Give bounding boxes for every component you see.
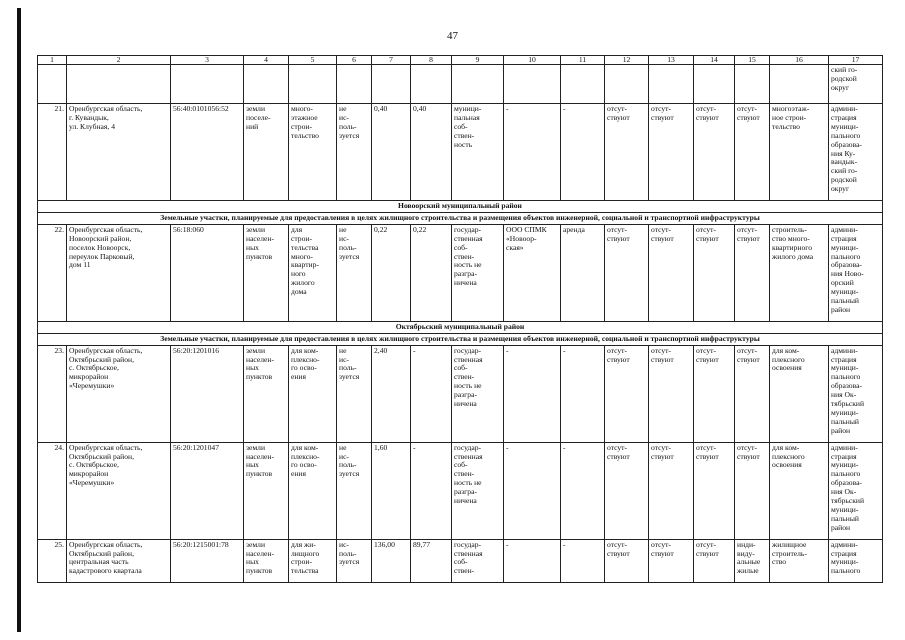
- row-number-text: 25.: [54, 539, 64, 549]
- cell-land-category: [244, 224, 289, 321]
- section-title-novoorsky: Новоорский муниципальный район: [38, 201, 883, 213]
- cell-row-number: [38, 442, 67, 539]
- column-number-2: 2: [67, 56, 171, 65]
- cell-restrictions-c: [694, 539, 735, 582]
- table-row: [38, 224, 883, 321]
- responsible-authority-text: админи- страция муници- пального образова- ния Ок- тябрьский муници- пальный район: [831, 442, 865, 532]
- right-holder-text: -: [506, 442, 509, 452]
- cell-restrictions-a: [605, 345, 649, 442]
- cell-cadastral-number: [171, 539, 244, 582]
- column-number-9: 9: [452, 56, 504, 65]
- area-total-text: 136,00: [374, 539, 395, 549]
- restrictions-c-text: отсут- ствуют: [696, 224, 719, 243]
- ownership-form-text: государ- ственная соб- ствен- ность не разгра- ничена: [454, 345, 483, 409]
- restrictions-a-text: отсут- ствуют: [607, 104, 630, 122]
- restrictions-b-text: отсут- ствуют: [651, 224, 674, 243]
- area-free-text: -: [413, 345, 416, 355]
- planned-use-text: для ком- плексного освоения: [772, 345, 805, 373]
- cell-cadastral-number: [171, 345, 244, 442]
- section-title-oktyabrsky: Октябрьский муниципальный район: [38, 321, 883, 333]
- cell-land-category: [244, 345, 289, 442]
- right-type-text: -: [563, 345, 566, 355]
- cell-restrictions-c: [694, 224, 735, 321]
- cell-usage-status: [337, 104, 372, 201]
- address-text: Оренбургская область, Октябрьский район, с. Октябрьское, микрорайон «Черемушки»: [69, 442, 143, 488]
- row-number-text: 22.: [54, 224, 64, 234]
- cell-ownership-form: [452, 442, 504, 539]
- cell-right-type: [561, 442, 605, 539]
- cell-area-total: [372, 104, 411, 201]
- column-number-16: 16: [770, 56, 829, 65]
- usage-status-text: ис- поль- зуется: [339, 539, 360, 567]
- cell-planned-use: [770, 442, 829, 539]
- cell-usage-status: [337, 539, 372, 582]
- cell-planned-use: [770, 104, 829, 201]
- table-row-continuation: [38, 65, 883, 104]
- address-text: Оренбургская область, Октябрьский район, центральная часть кадастрового квартала: [69, 539, 143, 576]
- responsible-authority-text: админи- страция муници- пального: [831, 539, 861, 576]
- buildings-text: отсут- ствуют: [737, 224, 760, 243]
- buildings-text: инди- виду- альные жилые: [737, 539, 761, 576]
- cell-restrictions-c: [694, 345, 735, 442]
- permitted-use-text: много- этажное строи- тельство: [291, 104, 319, 140]
- column-number-row: [38, 56, 883, 65]
- cell-buildings: [735, 539, 770, 582]
- table-row: [38, 104, 883, 201]
- cell-planned-use: [770, 345, 829, 442]
- cell-right-holder: [504, 345, 561, 442]
- cadastral-number-text: 56:18:060: [173, 224, 204, 234]
- usage-status-text: не ис- поль- зуется: [339, 442, 360, 479]
- row-number-text: 21.: [54, 104, 64, 113]
- table-row: [38, 539, 883, 582]
- cell-planned-use: [770, 224, 829, 321]
- subsection-row: [38, 333, 883, 345]
- cell-address: [67, 442, 171, 539]
- cell-buildings: [735, 345, 770, 442]
- cell-right-type: [561, 104, 605, 201]
- cell-usage-status: [337, 345, 372, 442]
- right-holder-text: ООО СПМК «Новоор- ская»: [506, 224, 547, 252]
- right-holder-text: -: [506, 104, 509, 113]
- planned-use-text: многоэтаж- ное строи- тельство: [772, 104, 810, 131]
- section-row: [38, 201, 883, 213]
- cell-address: [67, 224, 171, 321]
- cell-ownership-form: [452, 345, 504, 442]
- buildings-text: отсут- ствуют: [737, 442, 760, 461]
- cell-right-holder: [504, 539, 561, 582]
- cell-permitted-use: [289, 539, 337, 582]
- restrictions-c-text: отсут- ствуют: [696, 442, 719, 461]
- ownership-form-text: государ- ственная соб- ствен-: [454, 539, 483, 576]
- usage-status-text: не ис- поль- зуется: [339, 104, 360, 140]
- land-category-text: земли населен- ных пунктов: [246, 539, 275, 576]
- cell-restrictions-b: [649, 442, 694, 539]
- table-row: [38, 442, 883, 539]
- area-free-text: 0,40: [413, 104, 427, 113]
- ownership-form-text: государ- ственная соб- ствен- ность не разгра- ничена: [454, 442, 483, 506]
- cell-permitted-use: [289, 442, 337, 539]
- cell-address: [67, 345, 171, 442]
- restrictions-a-text: отсут- ствуют: [607, 224, 630, 243]
- column-number-6: 6: [337, 56, 372, 65]
- row-number-text: 24.: [54, 442, 64, 452]
- cell-right-type: [561, 224, 605, 321]
- land-plots-table: [37, 55, 883, 583]
- area-total-text: 1,60: [374, 442, 388, 452]
- responsible-authority-text: админи- страция муници- пального образова- ния Ново- орский муници- пальный район: [831, 224, 864, 314]
- cell-permitted-use: [289, 345, 337, 442]
- area-free-text: -: [413, 442, 416, 452]
- area-total-text: 0,22: [374, 224, 388, 234]
- column-number-10: 10: [504, 56, 561, 65]
- responsible-authority-text: админи- страция муници- пального образова- ния Ку- вандык- ский го- родской округ: [831, 104, 862, 194]
- buildings-text: отсут- ствуют: [737, 345, 760, 364]
- cell-restrictions-b: [649, 539, 694, 582]
- column-number-13: 13: [649, 56, 694, 65]
- restrictions-c-text: отсут- ствуют: [696, 345, 719, 364]
- restrictions-a-text: отсут- ствуют: [607, 539, 630, 558]
- land-category-text: земли населен- ных пунктов: [246, 442, 275, 479]
- cell-area-free: [411, 442, 452, 539]
- right-holder-text: -: [506, 539, 509, 549]
- cell-right-holder: [504, 224, 561, 321]
- cell-right-type: [561, 345, 605, 442]
- area-total-text: 0,40: [374, 104, 388, 113]
- cell-row-number: [38, 104, 67, 201]
- restrictions-a-text: отсут- ствуют: [607, 442, 630, 461]
- cell-row-number: [38, 539, 67, 582]
- table-body: [38, 56, 883, 583]
- cell-buildings: [735, 442, 770, 539]
- area-free-text: 89,77: [413, 539, 431, 549]
- cell-planned-use: [770, 539, 829, 582]
- cell-right-holder: [504, 442, 561, 539]
- column-number-1: 1: [38, 56, 67, 65]
- cell-land-category: [244, 442, 289, 539]
- permitted-use-text: для жи- лищного строи- тельства: [291, 539, 320, 576]
- right-type-text: -: [563, 539, 566, 549]
- cell-restrictions-a: [605, 539, 649, 582]
- cell-area-free: [411, 539, 452, 582]
- cell-permitted-use: [289, 224, 337, 321]
- cell-cadastral-number: [171, 442, 244, 539]
- permitted-use-text: для ком- плексно- го осво- ения: [291, 442, 320, 479]
- subsection-row: [38, 212, 883, 224]
- restrictions-b-text: отсут- ствуют: [651, 104, 674, 122]
- cadastral-number-text: 56:20:1201047: [173, 442, 219, 452]
- cell-usage-status: [337, 442, 372, 539]
- cell-right-type: [561, 539, 605, 582]
- planned-use-text: жилищное строитель- ство: [772, 539, 807, 567]
- restrictions-b-text: отсут- ствуют: [651, 539, 674, 558]
- column-number-8: 8: [411, 56, 452, 65]
- cadastral-number-text: 56:40:0101056:52: [173, 104, 229, 113]
- land-category-text: земли поселе- ний: [246, 104, 271, 131]
- cell-restrictions-c: [694, 442, 735, 539]
- column-number-7: 7: [372, 56, 411, 65]
- right-type-text: аренда: [563, 224, 585, 234]
- permitted-use-text: для строи- тельства много- квартир- ного жилого дома: [291, 224, 319, 297]
- cell-ownership-form: [452, 104, 504, 201]
- subsection-title: Земельные участки, планируемые для предоставления в целях жилищного строительства и размещения объектов инженерной, социальной и транспортной инфраструктуры: [38, 212, 883, 224]
- address-text: Оренбургская область, г. Кувандык, ул. Клубная, 4: [69, 104, 143, 131]
- buildings-text: отсут- ствуют: [737, 104, 760, 122]
- address-text: Оренбургская область, Октябрьский район, с. Октябрьское, микрорайон «Черемушки»: [69, 345, 143, 391]
- restrictions-c-text: отсут- ствуют: [696, 539, 719, 558]
- page-number: 47: [447, 30, 458, 42]
- planned-use-text: для ком- плексного освоения: [772, 442, 805, 470]
- column-number-17: 17: [829, 56, 883, 65]
- cell-area-total: [372, 224, 411, 321]
- land-category-text: земли населен- ных пунктов: [246, 345, 275, 382]
- column-number-11: 11: [561, 56, 605, 65]
- cell-responsible-authority: [829, 442, 883, 539]
- cell-responsible-authority: [829, 104, 883, 201]
- cell-responsible-authority: [829, 345, 883, 442]
- cell-restrictions-c: [694, 104, 735, 201]
- cell-cadastral-number: [171, 224, 244, 321]
- cadastral-number-text: 56:20:1201016: [173, 345, 219, 355]
- usage-status-text: не ис- поль- зуется: [339, 224, 360, 261]
- column-number-5: 5: [289, 56, 337, 65]
- page-margin-bar: [17, 8, 21, 632]
- cell-right-holder: [504, 104, 561, 201]
- cell-address: [67, 104, 171, 201]
- restrictions-a-text: отсут- ствуют: [607, 345, 630, 364]
- column-number-14: 14: [694, 56, 735, 65]
- column-number-4: 4: [244, 56, 289, 65]
- right-holder-text: -: [506, 345, 509, 355]
- cell-row-number: [38, 345, 67, 442]
- responsible-authority-text: админи- страция муници- пального образова- ния Ок- тябрьский муници- пальный район: [831, 345, 865, 435]
- cell-land-category: [244, 104, 289, 201]
- column-number-12: 12: [605, 56, 649, 65]
- section-row: [38, 321, 883, 333]
- ownership-form-text: муници- пальная соб- ствен- ность: [454, 104, 482, 149]
- restrictions-c-text: отсут- ствуют: [696, 104, 719, 122]
- cell-buildings: [735, 104, 770, 201]
- restrictions-b-text: отсут- ствуют: [651, 442, 674, 461]
- cell-restrictions-b: [649, 345, 694, 442]
- cell-restrictions-b: [649, 224, 694, 321]
- row-number-text: 23.: [54, 345, 64, 355]
- cell-usage-status: [337, 224, 372, 321]
- area-free-text: 0,22: [413, 224, 427, 234]
- right-type-text: -: [563, 104, 566, 113]
- cell-address: [67, 539, 171, 582]
- cell-buildings: [735, 224, 770, 321]
- column-number-15: 15: [735, 56, 770, 65]
- permitted-use-text: для ком- плексно- го осво- ения: [291, 345, 320, 382]
- cell-restrictions-a: [605, 442, 649, 539]
- usage-status-text: не ис- поль- зуется: [339, 345, 360, 382]
- cell-row-number: [38, 224, 67, 321]
- cell-responsible-authority: [829, 539, 883, 582]
- area-total-text: 2,40: [374, 345, 388, 355]
- address-text: Оренбургская область, Новоорский район, поселок Новоорск, переулок Парковый, дом 11: [69, 224, 143, 270]
- cell-area-free: [411, 104, 452, 201]
- cell-area-total: [372, 345, 411, 442]
- planned-use-text: строитель- ство много- квартирного жилого дома: [772, 224, 814, 261]
- subsection-title: Земельные участки, планируемые для предоставления в целях жилищного строительства и размещения объектов инженерной, социальной и транспортной инфраструктуры: [38, 333, 883, 345]
- cell-area-total: [372, 539, 411, 582]
- cell-area-free: [411, 224, 452, 321]
- cell-land-category: [244, 539, 289, 582]
- cell-restrictions-a: [605, 224, 649, 321]
- cadastral-number-text: 56:20:1215001:78: [173, 539, 229, 549]
- cell-area-total: [372, 442, 411, 539]
- table-row: [38, 345, 883, 442]
- cell-ownership-form: [452, 539, 504, 582]
- cell-responsible-authority: [829, 224, 883, 321]
- land-category-text: земли населен- ных пунктов: [246, 224, 275, 261]
- cell-ownership-form: [452, 224, 504, 321]
- cell-restrictions-b: [649, 104, 694, 201]
- right-type-text: -: [563, 442, 566, 452]
- ownership-form-text: государ- ственная соб- ствен- ность не разгра- ничена: [454, 224, 483, 288]
- cell-17: [829, 65, 883, 104]
- cell-area-free: [411, 345, 452, 442]
- continuation-c17: ский го- родской округ: [831, 65, 858, 92]
- cell-cadastral-number: [171, 104, 244, 201]
- restrictions-b-text: отсут- ствуют: [651, 345, 674, 364]
- column-number-3: 3: [171, 56, 244, 65]
- cell-permitted-use: [289, 104, 337, 201]
- cell-restrictions-a: [605, 104, 649, 201]
